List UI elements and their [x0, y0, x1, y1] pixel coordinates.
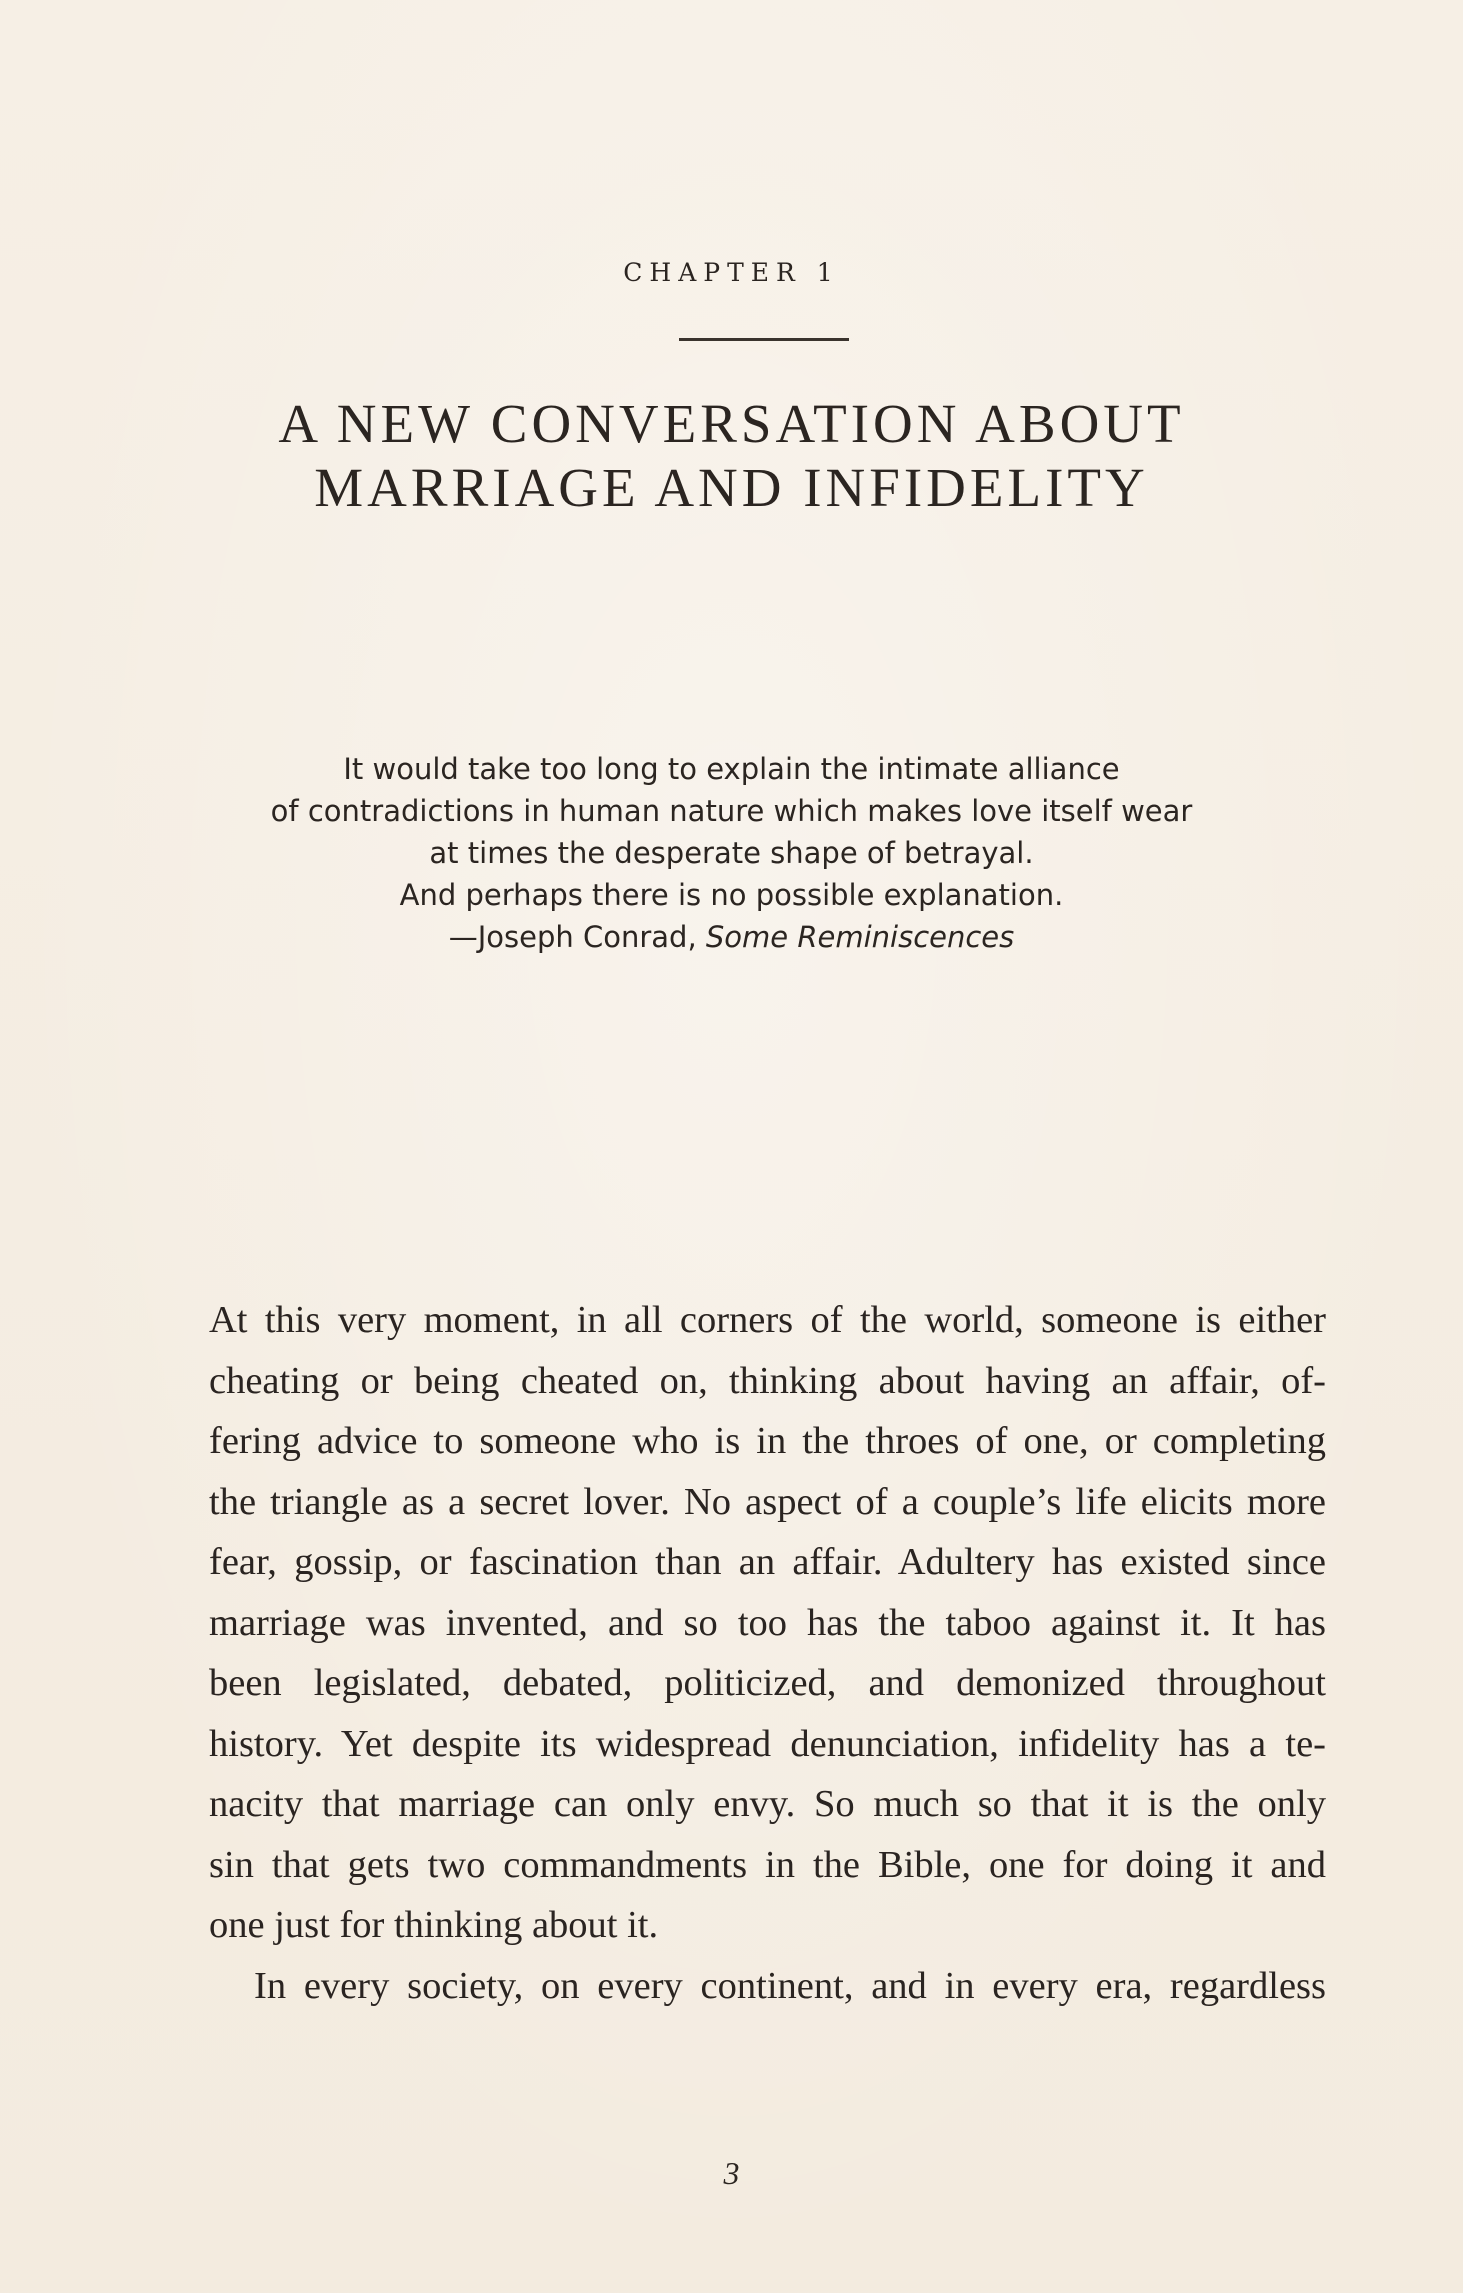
epigraph-line: And perhaps there is no possible explanation. — [399, 878, 1064, 912]
epigraph — [0, 748, 1463, 958]
body-line: cheating or being cheated on, thinking about having an affair, of- — [209, 1359, 1326, 1402]
body-line: nacity that marriage can only envy. So much so that it is the only — [209, 1783, 1326, 1825]
body-line: the triangle as a secret lover. No aspect of a couple’s life elicits more — [209, 1480, 1326, 1523]
body-line: marriage was invented, and so too has the taboo against it. It has — [209, 1601, 1326, 1644]
epigraph-line: at times the desperate shape of betrayal. — [429, 836, 1034, 870]
epigraph-line: of contradictions in human nature which makes love itself wear — [270, 794, 1193, 828]
body-line: In every society, on every continent, and in every era, regardless — [254, 1964, 1326, 2007]
attribution-author: —Joseph Conrad, — [448, 920, 706, 954]
chapter-label: CHAPTER 1 — [623, 258, 840, 287]
chapter-title-line: MARRIAGE AND INFIDELITY — [314, 457, 1149, 518]
body-line: sin that gets two commandments in the Bible, one for doing it and — [209, 1843, 1326, 1886]
body-line: At this very moment, in all corners of the world, someone is either — [209, 1299, 1326, 1341]
page-number: 3 — [723, 2155, 740, 2191]
attribution-work-title: Some Reminiscences — [705, 920, 1015, 954]
chapter-title — [0, 392, 1463, 520]
body-line: fering advice to someone who is in the throes of one, or completing — [209, 1420, 1326, 1462]
epigraph-attribution — [0, 916, 1463, 958]
body-line: history. Yet despite its widespread denunciation, infidelity has a te- — [209, 1722, 1326, 1765]
chapter-divider — [679, 338, 849, 341]
epigraph-line: It would take too long to explain the intimate alliance — [343, 752, 1120, 786]
body-text — [209, 1290, 1326, 2016]
body-line: one just for thinking about it. — [209, 1904, 659, 1946]
body-line: fear, gossip, or fascination than an affair. Adultery has existed since — [209, 1541, 1326, 1583]
chapter-title-line: A NEW CONVERSATION ABOUT — [278, 393, 1185, 454]
body-line: been legislated, debated, politicized, and demonized throughout — [209, 1662, 1326, 1704]
